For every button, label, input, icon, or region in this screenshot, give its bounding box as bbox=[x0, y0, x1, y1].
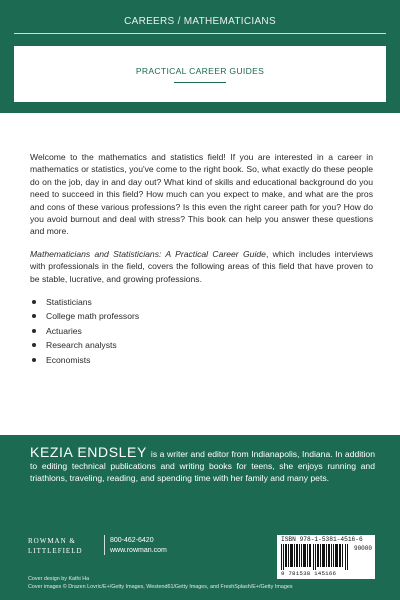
publisher-contact bbox=[110, 536, 167, 556]
publisher-logo bbox=[28, 536, 98, 556]
author-band bbox=[0, 435, 400, 600]
barcode-digits: 9 781538 145166 bbox=[281, 570, 337, 577]
intro-paragraph: Welcome to the mathematics and statistics field! If you are interested in a career in mathematics or statistics, you've come to the right book. So, what exactly do these people do on the job, day in and day out? What kind of skills and educational background do you need to succeed in this field? How much can you expect to make, and what are the pros and cons of these various professions? Is this even the right career path for you? How do you avoid burnout and deal with stress? This book can help you answer these questions and more. bbox=[30, 152, 373, 237]
cover-credits bbox=[28, 575, 293, 591]
book-title: Mathematicians and Statisticians: A Practical Career Guide bbox=[30, 248, 266, 259]
coverage-text: , which includes interviews with professionals in the field, covers the following areas of this field that have proven to be stable, lucrative, and growing professions. bbox=[30, 248, 373, 284]
series-underline bbox=[174, 82, 226, 83]
list-item: College math professors bbox=[30, 309, 373, 323]
header-band bbox=[0, 0, 400, 113]
author-bio bbox=[30, 446, 375, 485]
description-panel bbox=[0, 113, 400, 435]
design-credit: Cover design by Kathi Ha bbox=[28, 576, 90, 582]
author-bio-text: is a writer and editor from Indianapolis, Indiana. In addition to editing technical publications and writing books for teens, she enjoys running and triathlons, traveling, reading, and spending time with her family and many pets. bbox=[30, 449, 375, 484]
author-name: KEZIA ENDSLEY bbox=[30, 444, 147, 460]
list-item: Actuaries bbox=[30, 324, 373, 338]
header-divider bbox=[14, 33, 386, 34]
image-credit: Cover images © Drazen Lovric/E+/Getty Images, Westend61/Getty Images, and FreshSplash/E+/Getty Images bbox=[28, 584, 293, 590]
publisher-line1: ROWMAN & bbox=[28, 537, 76, 545]
publisher-website: www.rowman.com bbox=[110, 547, 167, 554]
list-item: Research analysts bbox=[30, 338, 373, 352]
isbn-label: ISBN 978-1-5381-4516-6 bbox=[281, 536, 363, 543]
category-label: CAREERS / MATHEMATICIANS bbox=[124, 16, 276, 27]
series-box bbox=[14, 46, 386, 102]
publisher-line2: LITTLEFIELD bbox=[28, 547, 83, 555]
price-code: 90000 bbox=[353, 545, 372, 552]
barcode-bars bbox=[281, 544, 349, 570]
isbn-barcode bbox=[277, 535, 375, 579]
series-title: PRACTICAL CAREER GUIDES bbox=[135, 66, 265, 76]
list-item: Statisticians bbox=[30, 295, 373, 309]
career-areas-list bbox=[30, 295, 373, 367]
coverage-paragraph bbox=[30, 248, 373, 285]
publisher-phone: 800-462-6420 bbox=[110, 537, 154, 544]
publisher-divider bbox=[104, 535, 105, 555]
description-text bbox=[30, 151, 373, 367]
list-item: Economists bbox=[30, 353, 373, 367]
